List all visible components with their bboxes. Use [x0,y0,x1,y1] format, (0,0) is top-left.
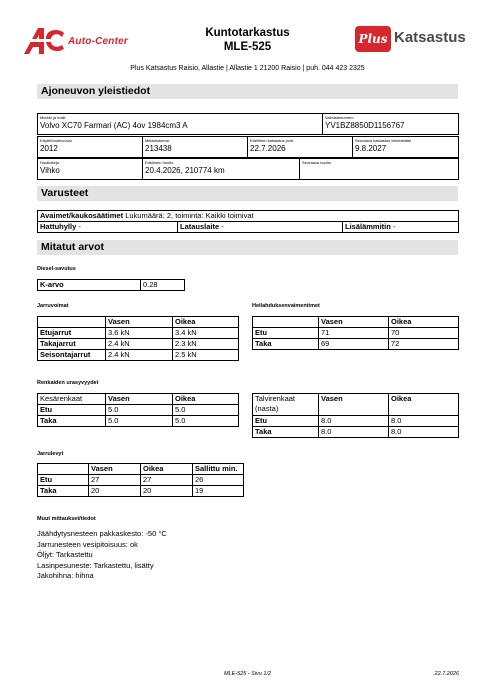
previous-inspection-field [248,137,353,158]
odometer-label: Mittarilukema [145,138,169,143]
disc-min-value: 19 [193,486,244,497]
heater-label: Lisälämmitin [345,222,391,231]
plus-katsastus-logo [355,26,475,52]
summer-row-label: Etu [38,405,106,416]
summer-right-value: 5.0 [173,405,239,416]
station-address: Plus Katsastus Raisio, Allastie | Allastie 1 21200 Raisio | puh. 044 423 2325 [130,65,365,72]
service-book-value: Vihko [40,166,60,175]
damping-right-value: 70 [389,328,459,339]
damping-left-value: 69 [319,339,389,350]
winter-row-label: Taka [253,427,319,438]
vehicle-info-grid [37,113,459,135]
keys-row [38,211,459,222]
brakes-col-right: Oikea [173,317,239,328]
discs-corner [38,464,89,475]
brake-row-label: Takajarrut [38,339,106,350]
table-row [38,475,244,486]
winter-tires-label: Talvirenkaat (nasta) [253,394,319,416]
brake-row-label: Seisontajarrut [38,350,106,361]
brake-right-value: 3.4 kN [173,328,239,339]
katsastus-logo-text: Katsastus [394,29,466,46]
winter-tires-table [252,393,459,438]
footer-date: 22.7.2026 [434,671,459,677]
service-book-field [38,159,143,180]
winter-row-label: Etu [253,416,319,427]
section-equipment-header: Varusteet [37,186,458,201]
misc-title: Muut mittaukset/tiedot [37,516,96,522]
auto-center-logo [22,27,152,57]
previous-service-field [143,159,300,180]
vin-field [323,114,459,135]
damping-left-value: 71 [319,328,389,339]
footer-page-number: MLE-525 - Sivu 1/2 [223,671,272,677]
hat-shelf-cell [38,222,178,233]
section-general-header: Ajoneuvon yleistiedot [37,84,458,99]
damping-row-label: Etu [253,328,319,339]
brake-left-value: 2.4 kN [106,350,173,361]
hat-shelf-label: Hattuhylly [40,222,77,231]
auto-center-logo-text: Auto-Center [68,36,128,47]
heater-value: - [392,222,396,231]
summer-left-value: 5.0 [106,416,173,427]
winter-col-left: Vasen [319,394,389,416]
disc-row-label: Etu [38,475,89,486]
winter-right-value: 8.0 [389,427,459,438]
misc-measurements [37,529,167,582]
k-value-label: K-arvo [38,280,141,291]
brakes-corner [38,317,106,328]
next-inspection-value: 9.8.2027 [355,144,387,153]
discs-title: Jarrulevyt [37,451,64,457]
disc-right-value: 27 [141,475,193,486]
report-title [180,26,315,54]
brake-right-value: 2.3 kN [173,339,239,350]
list-item: Jarrunesteen vesipitoisuus: ok [37,539,138,549]
damping-corner [253,317,319,328]
brakes-table [37,316,239,361]
make-model-field [38,114,323,135]
list-item: Jäähdytysnesteen pakkaskesto: -50 °C [37,529,167,538]
disc-left-value: 27 [89,475,141,486]
table-row [253,328,459,339]
report-title-line1: Kuntotarkastus [205,27,290,39]
brake-left-value: 2.4 kN [106,339,173,350]
brake-row-label: Etujarrut [38,328,106,339]
charger-cell [178,222,343,233]
damping-table [252,316,459,350]
damping-col-left: Vasen [319,317,389,328]
table-row [38,486,244,497]
list-item: Jakohihna: hihna [37,571,94,580]
summer-left-value: 5.0 [106,405,173,416]
diesel-table [37,279,185,291]
first-registration-field [38,137,143,158]
vehicle-info-row2 [37,136,459,158]
first-registration-label: Käyttöönottovuosi [40,138,72,143]
previous-service-value: 20.4.2026, 210774 km [145,166,225,175]
table-row [253,339,459,350]
damping-title: Heilahduksenvaimentimet [252,303,320,309]
vin-label: Valmistenumero [325,115,354,120]
plus-badge: Plus [355,26,391,52]
summer-col-right: Oikea [173,394,239,405]
disc-left-value: 20 [89,486,141,497]
winter-left-value: 8.0 [319,427,389,438]
list-item: Lasinpesuneste: Tarkastettu, lisätty [37,560,154,570]
keys-label: Avaimet/kaukosäätimet [40,211,124,220]
charger-value: - [221,222,224,231]
table-row [38,416,239,427]
brake-left-value: 3.6 kN [106,328,173,339]
next-inspection-field [353,137,459,158]
next-service-label: Seuraava huolto [302,160,332,165]
charger-label: Latauslaite [180,222,220,231]
table-row [38,405,239,416]
disc-row-label: Taka [38,486,89,497]
table-row [253,427,459,438]
damping-col-right: Oikea [389,317,459,328]
winter-col-right: Oikea [389,394,459,416]
winter-left-value: 8.0 [319,416,389,427]
brake-discs-table [37,463,244,497]
service-book-label: Huoltokirja [40,160,59,165]
summer-right-value: 5.0 [173,416,239,427]
damping-row-label: Taka [253,339,319,350]
discs-col-left: Vasen [89,464,141,475]
keys-value: Lukumäärä: 2, toiminta: Kaikki toimivat [125,211,254,220]
damping-right-value: 72 [389,339,459,350]
report-plate-number: MLE-525 [223,41,272,53]
next-inspection-label: Seuraava katsastus viimeistään [355,138,412,143]
first-registration-value: 2012 [40,144,58,153]
summer-col-left: Vasen [106,394,173,405]
k-value: 0.28 [141,280,185,291]
discs-col-right: Oikea [141,464,193,475]
table-row [38,339,239,350]
table-row [253,416,459,427]
section-measured-header: Mitatut arvot [37,240,458,255]
make-model-field-value: Volvo XC70 Farmari (AC) 4ov 1984cm3 A [40,121,188,130]
equipment-table [37,210,459,233]
hat-shelf-value: - [78,222,81,231]
brakes-col-left: Vasen [106,317,173,328]
auto-center-logo-mark-icon [22,27,66,55]
previous-inspection-value: 22.7.2026 [250,144,286,153]
previous-service-label: Edellinen huolto [145,160,174,165]
odometer-field [143,137,248,158]
summer-tires-label: Kesärenkaat [38,394,106,405]
next-service-field [300,159,459,180]
vin-value: YV1BZ8850D1156767 [325,121,405,130]
make-model-field-label: Merkki ja malli [40,115,66,120]
vehicle-info-row3 [37,158,459,180]
summer-row-label: Taka [38,416,106,427]
disc-min-value: 26 [193,475,244,486]
discs-col-min: Sallittu min. [193,464,244,475]
list-item: Öljyt: Tarkastettu [37,550,93,559]
previous-inspection-label: Edellinen katsastus pvm. [250,138,295,143]
odometer-value: 213438 [145,144,172,153]
disc-right-value: 20 [141,486,193,497]
summer-tires-table [37,393,239,427]
tread-title: Renkaiden urasyvyydet [37,380,99,386]
brakes-title: Jarruvoimat [37,303,69,309]
heater-cell [343,222,459,233]
brake-right-value: 2.5 kN [173,350,239,361]
table-row [38,328,239,339]
table-row [38,350,239,361]
diesel-title: Diesel-savutus [37,266,76,272]
winter-right-value: 8.0 [389,416,459,427]
